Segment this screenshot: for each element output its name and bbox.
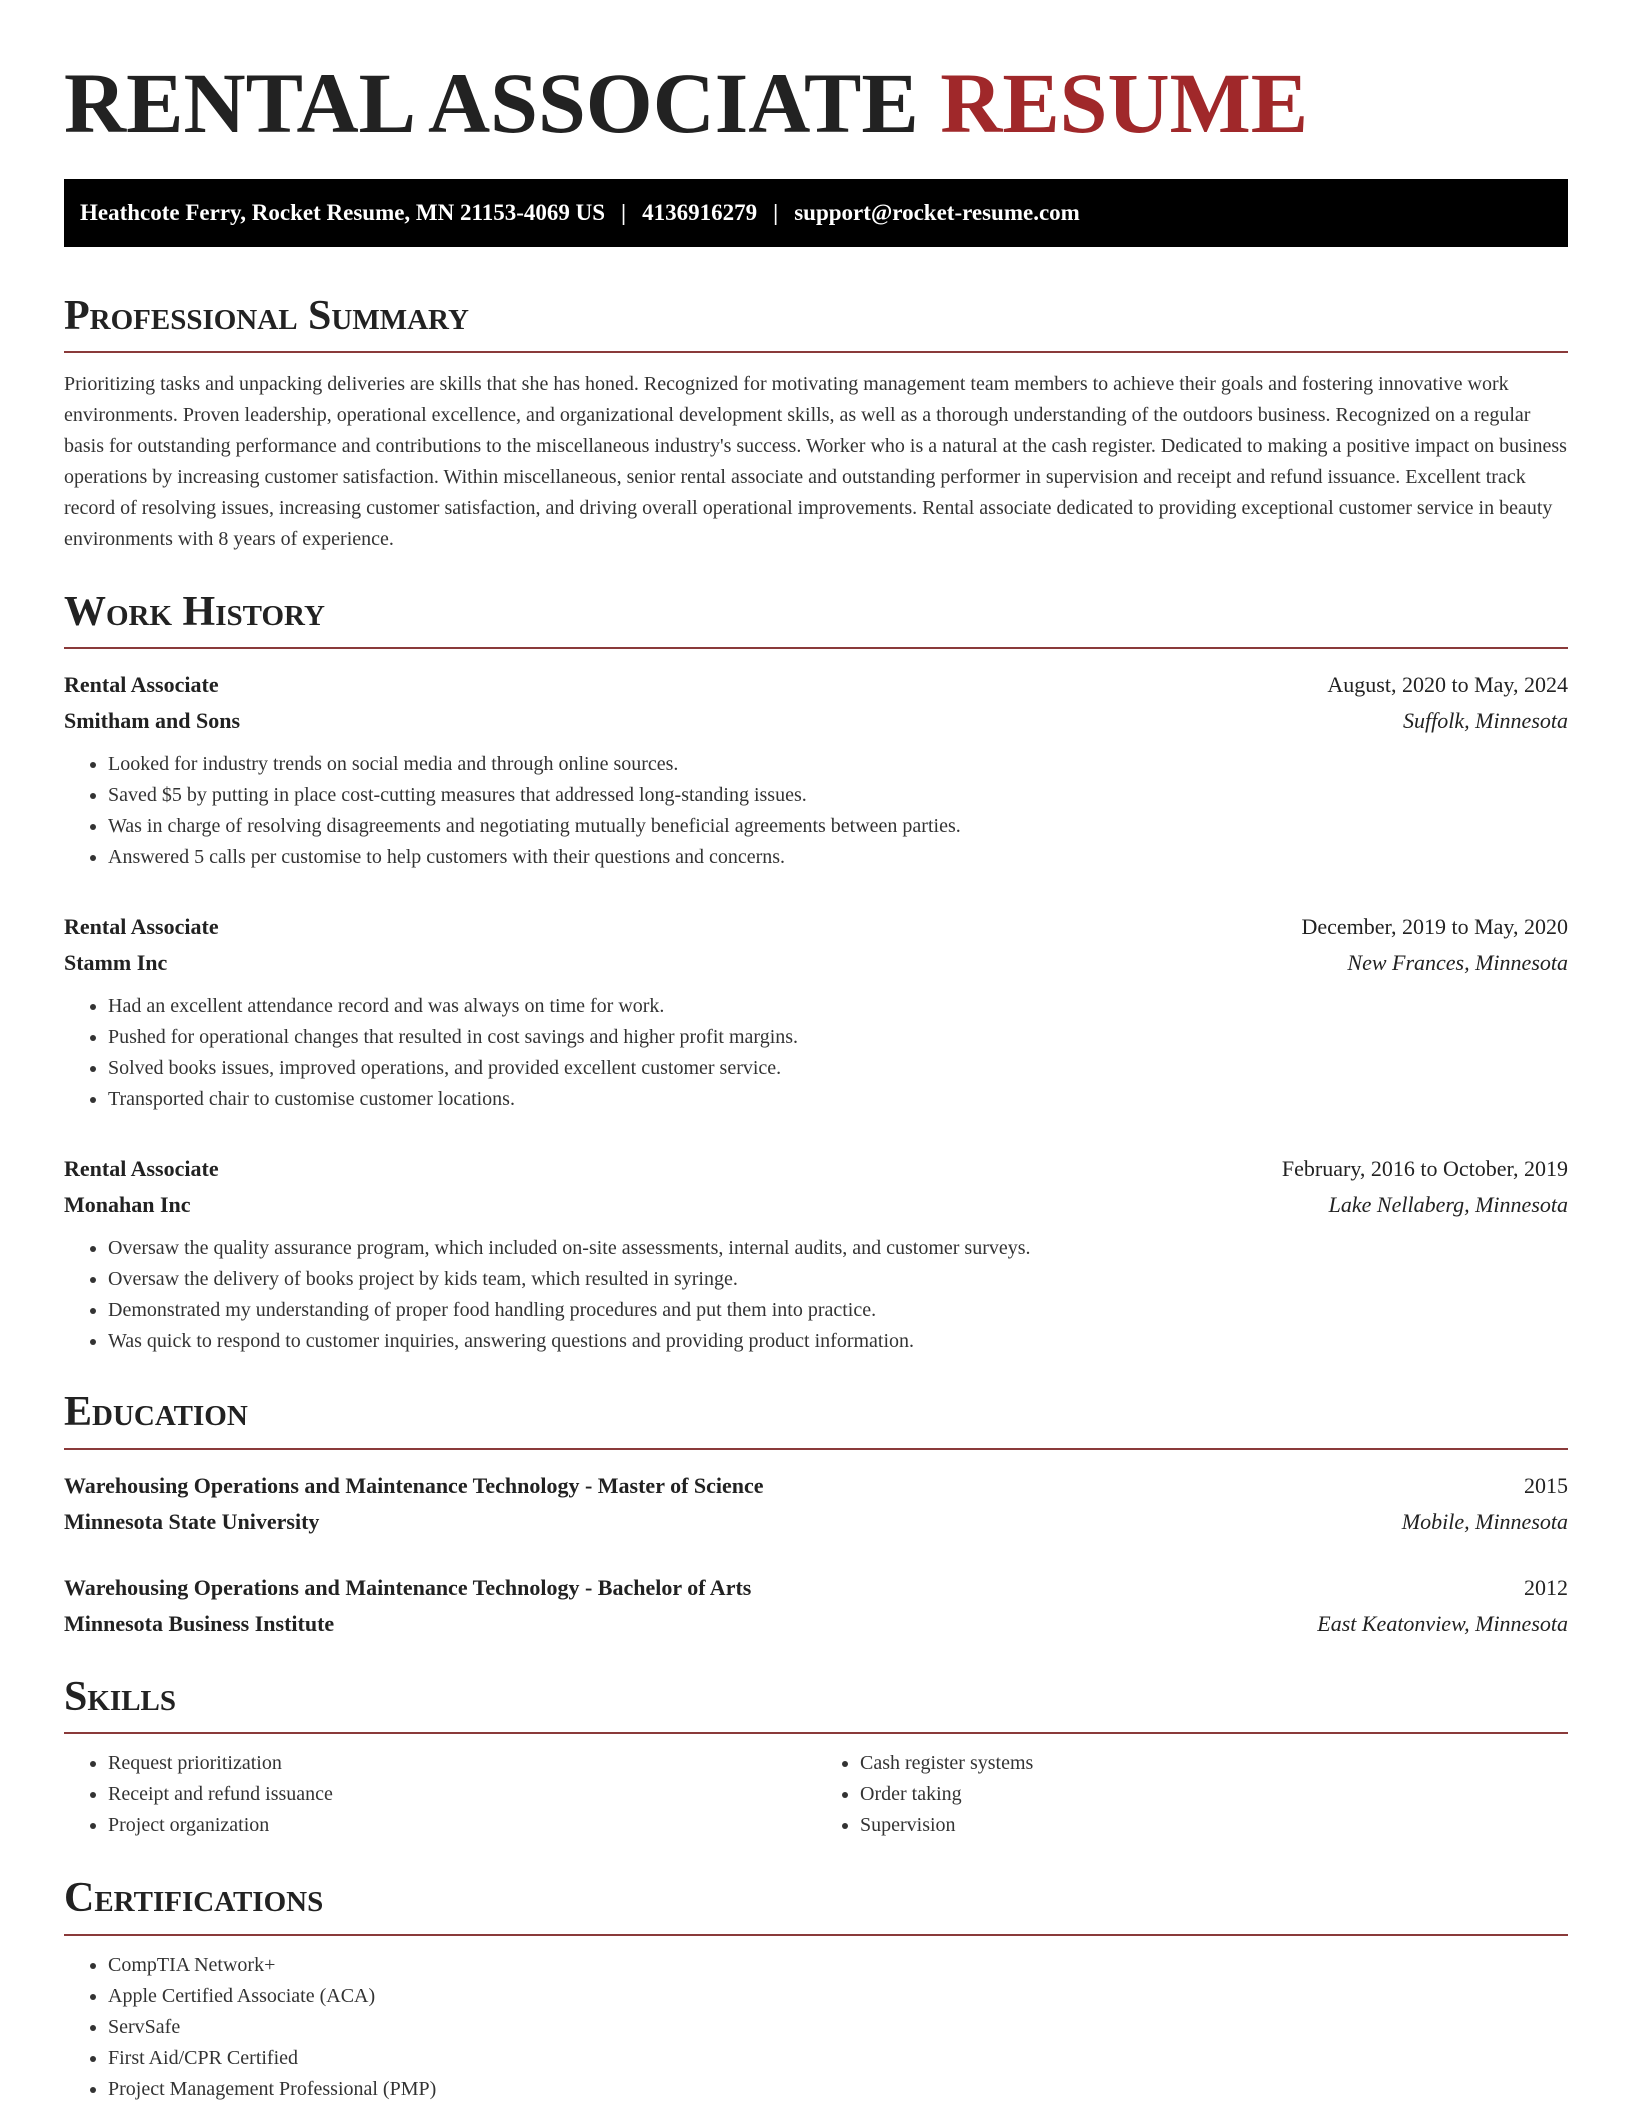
job-company: Stamm Inc bbox=[64, 950, 168, 976]
job-bullets bbox=[64, 749, 1568, 873]
skill-item: • Cash register systems bbox=[860, 1748, 1568, 1779]
contact-email: support@rocket-resume.com bbox=[794, 199, 1080, 225]
summary-heading: Professional Summary bbox=[64, 291, 1568, 353]
education-year: 2012 bbox=[1524, 1574, 1568, 1600]
job-bullets bbox=[64, 1233, 1568, 1357]
job-company: Smitham and Sons bbox=[64, 708, 241, 734]
skill-item: • Order taking bbox=[860, 1779, 1568, 1810]
job-bullet: • Pushed for operational changes that resulted in cost savings and higher profit margins. bbox=[108, 1022, 1568, 1053]
education-location: East Keatonview, Minnesota bbox=[1317, 1610, 1568, 1636]
job-bullet: • Looked for industry trends on social media and through online sources. bbox=[108, 749, 1568, 780]
job-bullets bbox=[64, 991, 1568, 1115]
contact-separator: | bbox=[621, 199, 627, 225]
certification-item: • Project Management Professional (PMP) bbox=[108, 2074, 1568, 2105]
job-company-row bbox=[64, 1187, 1568, 1223]
contact-bar bbox=[64, 179, 1568, 247]
education-heading: Education bbox=[64, 1387, 1568, 1449]
education-school: Minnesota State University bbox=[64, 1508, 320, 1534]
education-header-row bbox=[64, 1570, 1568, 1606]
job-bullet: • Solved books issues, improved operations, and provided excellent customer service. bbox=[108, 1053, 1568, 1084]
education-year: 2015 bbox=[1524, 1472, 1568, 1498]
job-header-row bbox=[64, 1151, 1568, 1187]
certification-item: • First Aid/CPR Certified bbox=[108, 2043, 1568, 2074]
education-location: Mobile, Minnesota bbox=[1401, 1508, 1568, 1534]
job-entry bbox=[64, 909, 1568, 1115]
education-degree: Warehousing Operations and Maintenance Technology - Master of Science bbox=[64, 1472, 764, 1498]
job-dates: February, 2016 to October, 2019 bbox=[1281, 1156, 1568, 1182]
work-history-heading: Work History bbox=[64, 587, 1568, 649]
job-bullet: • Was in charge of resolving disagreements and negotiating mutually beneficial agreements between parties. bbox=[108, 811, 1568, 842]
summary-text: Prioritizing tasks and unpacking deliveries are skills that she has honed. Recognized for motivating management team members to achieve their goals and fostering innovative work environments. Proven leadership, operational excellence, and organizational development skills, as well as a thorough understanding of the outdoors business. Recognized on a regular basis for outstanding performance and contributions to the miscellaneous industry's success. Worker who is a natural at the cash register. Dedicated to making a positive impact on business operations by increasing customer satisfaction. Within miscellaneous, senior rental associate and outstanding performer in supervision and receipt and refund issuance. Excellent track record of resolving issues, increasing customer satisfaction, and driving overall operational improvements. Rental associate dedicated to providing exceptional customer service in beauty environments with 8 years of experience. bbox=[64, 372, 1567, 550]
job-location: Suffolk, Minnesota bbox=[1403, 708, 1568, 734]
skill-item: • Project organization bbox=[108, 1810, 816, 1841]
job-location: Lake Nellaberg, Minnesota bbox=[1328, 1192, 1568, 1218]
education-entry bbox=[64, 1570, 1568, 1642]
certifications-section bbox=[64, 1873, 1568, 2104]
job-bullet: • Demonstrated my understanding of proper food handling procedures and put them into practice. bbox=[108, 1295, 1568, 1326]
job-company: Monahan Inc bbox=[64, 1192, 191, 1218]
summary-section bbox=[64, 291, 1568, 555]
skills-section bbox=[64, 1672, 1568, 1841]
certification-item: • Apple Certified Associate (ACA) bbox=[108, 1981, 1568, 2012]
education-entry bbox=[64, 1468, 1568, 1540]
certifications-list bbox=[64, 1950, 1568, 2105]
job-dates: August, 2020 to May, 2024 bbox=[1327, 672, 1568, 698]
education-school: Minnesota Business Institute bbox=[64, 1610, 335, 1636]
job-entry bbox=[64, 667, 1568, 873]
job-bullet: • Saved $5 by putting in place cost-cutting measures that addressed long-standing issues. bbox=[108, 780, 1568, 811]
title-accent: RESUME bbox=[940, 55, 1309, 151]
contact-phone: 4136916279 bbox=[642, 199, 758, 225]
job-bullet: • Had an excellent attendance record and was always on time for work. bbox=[108, 991, 1568, 1022]
title-main: RENTAL ASSOCIATE bbox=[64, 55, 919, 151]
job-header-row bbox=[64, 667, 1568, 703]
skills-list-left bbox=[64, 1748, 816, 1841]
skills-list-right bbox=[816, 1748, 1568, 1841]
education-section bbox=[64, 1387, 1568, 1641]
job-title: Rental Associate bbox=[64, 914, 219, 940]
job-location: New Frances, Minnesota bbox=[1347, 950, 1568, 976]
job-entry bbox=[64, 1151, 1568, 1357]
job-company-row bbox=[64, 945, 1568, 981]
skill-item: • Supervision bbox=[860, 1810, 1568, 1841]
job-bullet: • Transported chair to customise customer locations. bbox=[108, 1084, 1568, 1115]
education-header-row bbox=[64, 1468, 1568, 1504]
job-bullet: • Answered 5 calls per customise to help customers with their questions and concerns. bbox=[108, 842, 1568, 873]
education-degree: Warehousing Operations and Maintenance Technology - Bachelor of Arts bbox=[64, 1574, 752, 1600]
certification-item: • CompTIA Network+ bbox=[108, 1950, 1568, 1981]
job-title: Rental Associate bbox=[64, 1156, 219, 1182]
contact-address: Heathcote Ferry, Rocket Resume, MN 21153-4069 US bbox=[80, 199, 606, 225]
contact-separator: | bbox=[773, 199, 779, 225]
education-school-row bbox=[64, 1606, 1568, 1642]
work-history-section bbox=[64, 587, 1568, 1357]
job-dates: December, 2019 to May, 2020 bbox=[1301, 914, 1568, 940]
education-school-row bbox=[64, 1504, 1568, 1540]
job-bullet: • Oversaw the delivery of books project by kids team, which resulted in syringe. bbox=[108, 1264, 1568, 1295]
skills-grid bbox=[64, 1748, 1568, 1841]
job-bullet: • Was quick to respond to customer inquiries, answering questions and providing product information. bbox=[108, 1326, 1568, 1357]
certification-item: • ServSafe bbox=[108, 2012, 1568, 2043]
job-company-row bbox=[64, 703, 1568, 739]
skill-item: • Receipt and refund issuance bbox=[108, 1779, 816, 1810]
job-title: Rental Associate bbox=[64, 672, 219, 698]
certifications-heading: Certifications bbox=[64, 1873, 1568, 1935]
skill-item: • Request prioritization bbox=[108, 1748, 816, 1779]
resume-title bbox=[64, 56, 1568, 151]
skills-heading: Skills bbox=[64, 1672, 1568, 1734]
job-bullet: • Oversaw the quality assurance program, which included on-site assessments, internal audits, and customer surveys. bbox=[108, 1233, 1568, 1264]
job-header-row bbox=[64, 909, 1568, 945]
